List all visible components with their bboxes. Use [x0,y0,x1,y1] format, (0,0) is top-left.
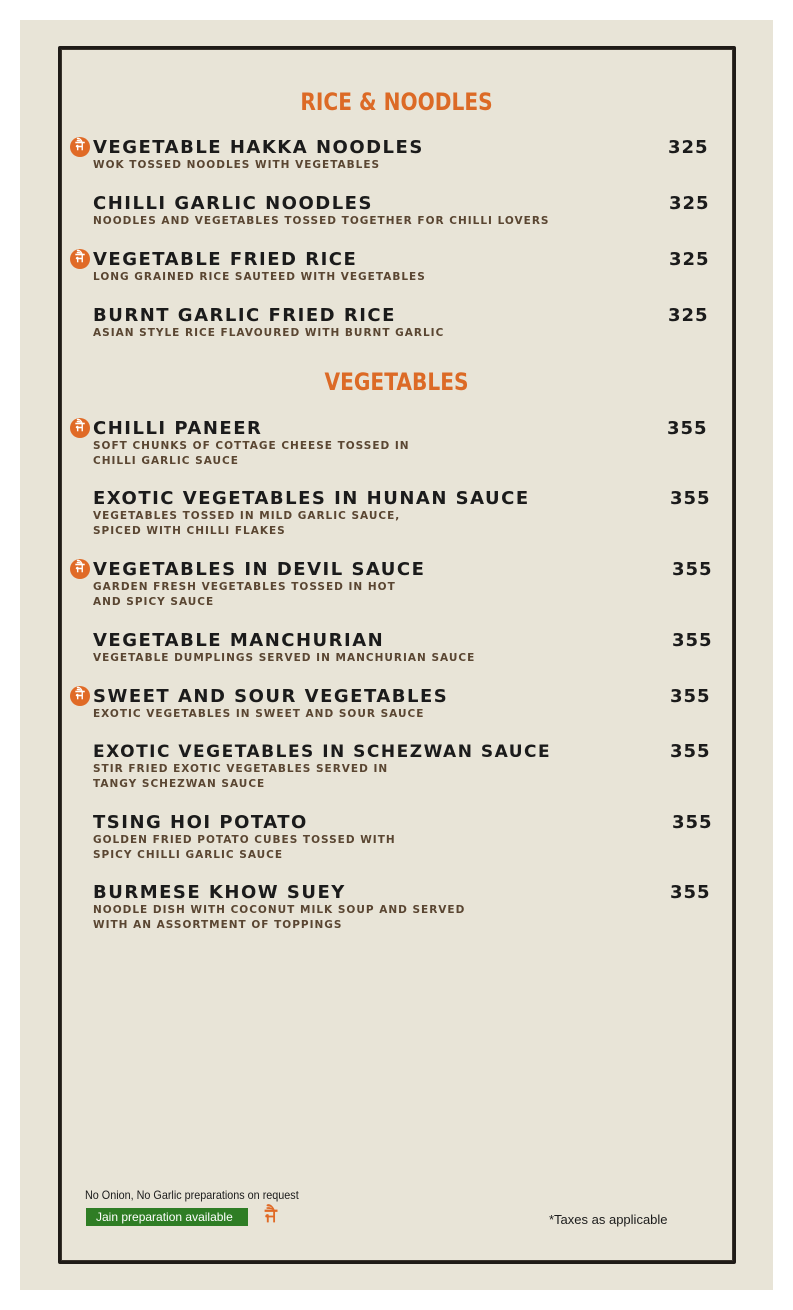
jain-badge-icon: ਜੈ [70,686,90,706]
jain-badge-icon: ਜੈ [70,137,90,157]
item-description: VEGETABLE DUMPLINGS SERVED IN MANCHURIAN SAUCE [93,652,476,664]
item-description: GARDEN FRESH VEGETABLES TOSSED IN HOT AND SPICY SAUCE [93,581,396,608]
item-description: GOLDEN FRIED POTATO CUBES TOSSED WITH SPICY CHILLI GARLIC SAUCE [93,834,396,861]
item-price: 325 [668,137,709,158]
item-description: STIR FRIED EXOTIC VEGETABLES SERVED IN TANGY SCHEZWAN SAUCE [93,763,389,790]
section-title-vegetables: VEGETABLES [324,368,469,396]
item-name: EXOTIC VEGETABLES IN SCHEZWAN SAUCE [93,742,552,762]
item-name: VEGETABLES IN DEVIL SAUCE [93,559,426,580]
item-name: TSING HOI POTATO [93,812,308,833]
item-description: ASIAN STYLE RICE FLAVOURED WITH BURNT GARLIC [93,327,445,339]
item-price: 325 [669,193,710,214]
item-price: 355 [672,812,713,833]
item-price: 355 [672,630,713,651]
item-description: NOODLE DISH WITH COCONUT MILK SOUP AND SERVED WITH AN ASSORTMENT OF TOPPINGS [93,904,466,931]
section-title-rice-noodles: RICE & NOODLES [300,88,493,116]
item-name: VEGETABLE FRIED RICE [93,249,358,270]
item-price: 355 [667,418,708,439]
item-price: 355 [672,559,713,580]
item-name: CHILLI GARLIC NOODLES [93,193,373,214]
jain-symbol-icon: ਜੈ [265,1205,277,1226]
item-price: 325 [669,249,710,270]
item-price: 325 [668,305,709,326]
item-name: EXOTIC VEGETABLES IN HUNAN SAUCE [93,488,530,509]
item-price: 355 [670,488,711,509]
no-onion-garlic-note: No Onion, No Garlic preparations on request [85,1188,299,1202]
jain-preparation-badge: Jain preparation available [86,1208,248,1226]
jain-badge-icon: ਜੈ [70,418,90,438]
item-name: SWEET AND SOUR VEGETABLES [93,686,449,707]
item-description: WOK TOSSED NOODLES WITH VEGETABLES [93,159,381,171]
item-price: 355 [670,741,711,762]
item-name: BURMESE KHOW SUEY [93,882,346,903]
item-name: CHILLI PANEER [93,418,263,439]
item-description: NOODLES AND VEGETABLES TOSSED TOGETHER FOR CHILLI LOVERS [93,215,550,227]
jain-badge-icon: ਜੈ [70,559,90,579]
item-description: LONG GRAINED RICE SAUTEED WITH VEGETABLES [93,271,426,283]
item-description: SOFT CHUNKS OF COTTAGE CHEESE TOSSED IN CHILLI GARLIC SAUCE [93,440,410,467]
jain-badge-icon: ਜੈ [70,249,90,269]
item-price: 355 [670,686,711,707]
item-description: VEGETABLES TOSSED IN MILD GARLIC SAUCE, SPICED WITH CHILLI FLAKES [93,510,401,537]
item-description: EXOTIC VEGETABLES IN SWEET AND SOUR SAUCE [93,708,425,720]
item-name: BURNT GARLIC FRIED RICE [93,305,396,326]
item-price: 355 [670,882,711,903]
item-name: VEGETABLE HAKKA NOODLES [93,137,424,158]
taxes-note: *Taxes as applicable [549,1212,668,1227]
item-name: VEGETABLE MANCHURIAN [93,630,385,651]
